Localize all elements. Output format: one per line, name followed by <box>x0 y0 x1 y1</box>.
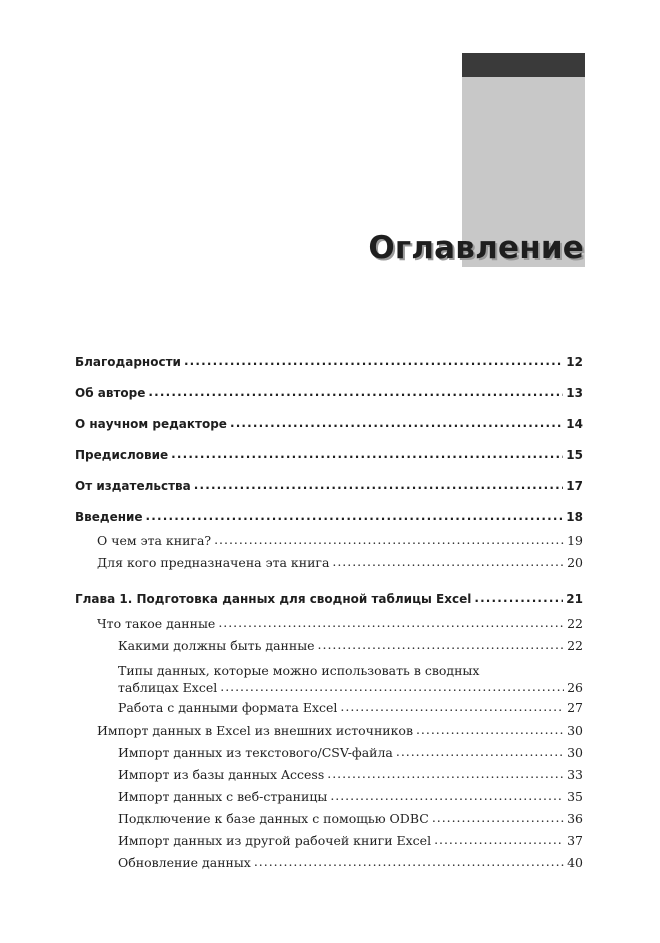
toc-entry-excel-format[interactable] <box>75 699 583 722</box>
toc-entry-label: Для кого предназначена эта книга <box>97 554 330 570</box>
toc-page-number: 40 <box>567 854 583 870</box>
toc-page-number: 19 <box>567 532 583 548</box>
toc-entry-refresh-data[interactable] <box>75 854 583 876</box>
dot-leader <box>396 744 564 757</box>
dot-leader <box>340 699 564 712</box>
toc-entry-label: О чем эта книга? <box>97 532 212 548</box>
dot-leader <box>148 385 563 397</box>
toc-page-number: 12 <box>566 355 583 369</box>
toc-entry-acknowledgements[interactable] <box>75 354 583 385</box>
toc-entry-label: Работа с данными формата Excel <box>118 699 338 715</box>
toc-page-number: 18 <box>566 510 583 524</box>
toc-page-number: 13 <box>566 386 583 400</box>
dot-leader <box>434 832 564 845</box>
toc-page-number: 17 <box>566 479 583 493</box>
toc-page-number: 21 <box>566 592 583 606</box>
toc-entry-preface[interactable] <box>75 447 583 478</box>
toc-entry-label: Какими должны быть данные <box>118 637 315 653</box>
toc-entry-label: О научном редакторе <box>75 417 227 431</box>
toc-entry-label: Импорт данных с веб-страницы <box>118 788 328 804</box>
toc-page-number: 30 <box>567 744 583 760</box>
dot-leader <box>194 478 564 490</box>
toc-page-number: 35 <box>567 788 583 804</box>
toc-entry-import[interactable] <box>75 722 583 744</box>
toc-entry-introduction[interactable] <box>75 509 583 532</box>
toc-page-number: 22 <box>567 637 583 653</box>
toc-entry-label: Подключение к базе данных с помощью ODBC <box>118 810 429 826</box>
toc-entry-label: Предисловие <box>75 448 169 462</box>
toc-entry-import-csv[interactable] <box>75 744 583 766</box>
toc-entry-label: Благодарности <box>75 355 181 369</box>
dot-leader <box>332 554 564 567</box>
toc-entry-data-types[interactable] <box>75 679 583 699</box>
table-of-contents <box>75 354 583 876</box>
toc-entry-what-data-should-be[interactable] <box>75 637 583 659</box>
toc-entry-label: Глава 1. Подготовка данных для сводной таблицы Excel <box>75 592 472 606</box>
toc-entry-label: Импорт данных из другой рабочей книги Excel <box>118 832 432 848</box>
toc-page-number: 15 <box>566 448 583 462</box>
dot-leader <box>416 722 564 735</box>
toc-page-number: 22 <box>567 615 583 631</box>
dot-leader <box>220 679 564 692</box>
toc-entry-label: Обновление данных <box>118 854 251 870</box>
toc-entry-import-access[interactable] <box>75 766 583 788</box>
header-dark-band <box>462 53 585 77</box>
toc-entry-import-odbc[interactable] <box>75 810 583 832</box>
toc-entry-import-workbook[interactable] <box>75 832 583 854</box>
toc-entry-label: таблицах Excel <box>118 679 218 695</box>
page-title: Оглавление <box>368 230 584 266</box>
toc-page-number: 20 <box>567 554 583 570</box>
toc-entry-label: Импорт данных из текстового/CSV-файла <box>118 744 393 760</box>
toc-entry-publisher[interactable] <box>75 478 583 509</box>
toc-entry-chapter-1[interactable] <box>75 591 583 615</box>
toc-entry-label: Импорт из базы данных Access <box>118 766 325 782</box>
dot-leader <box>171 447 563 459</box>
dot-leader <box>318 637 565 650</box>
toc-entry-about-editor[interactable] <box>75 416 583 447</box>
toc-entry-audience[interactable] <box>75 554 583 576</box>
dot-leader <box>214 532 564 545</box>
toc-page-number: 36 <box>567 810 583 826</box>
toc-page-number: 30 <box>567 722 583 738</box>
dot-leader <box>230 416 563 428</box>
dot-leader <box>254 854 564 867</box>
toc-entry-label: От издательства <box>75 479 191 493</box>
dot-leader <box>184 354 563 366</box>
toc-entry-label: Об авторе <box>75 386 146 400</box>
toc-page-number: 14 <box>566 417 583 431</box>
toc-entry-import-web[interactable] <box>75 788 583 810</box>
toc-entry-what-is-data[interactable] <box>75 615 583 637</box>
toc-entry-label: Введение <box>75 510 143 524</box>
toc-entry-data-types-line1[interactable]: Типы данных, которые можно использовать в сводных <box>118 663 480 678</box>
dot-leader <box>432 810 564 823</box>
dot-leader <box>327 766 564 779</box>
toc-entry-label: Импорт данных в Excel из внешних источников <box>97 722 413 738</box>
dot-leader <box>146 509 564 521</box>
toc-entry-about-author[interactable] <box>75 385 583 416</box>
toc-entry-label: Что такое данные <box>97 615 216 631</box>
dot-leader <box>218 615 564 628</box>
toc-page-number: 26 <box>567 679 583 695</box>
toc-page-number: 33 <box>567 766 583 782</box>
dot-leader <box>330 788 564 801</box>
toc-page-number: 27 <box>567 699 583 715</box>
toc-page-number: 37 <box>567 832 583 848</box>
toc-entry-about-book[interactable] <box>75 532 583 554</box>
dot-leader <box>474 591 563 603</box>
